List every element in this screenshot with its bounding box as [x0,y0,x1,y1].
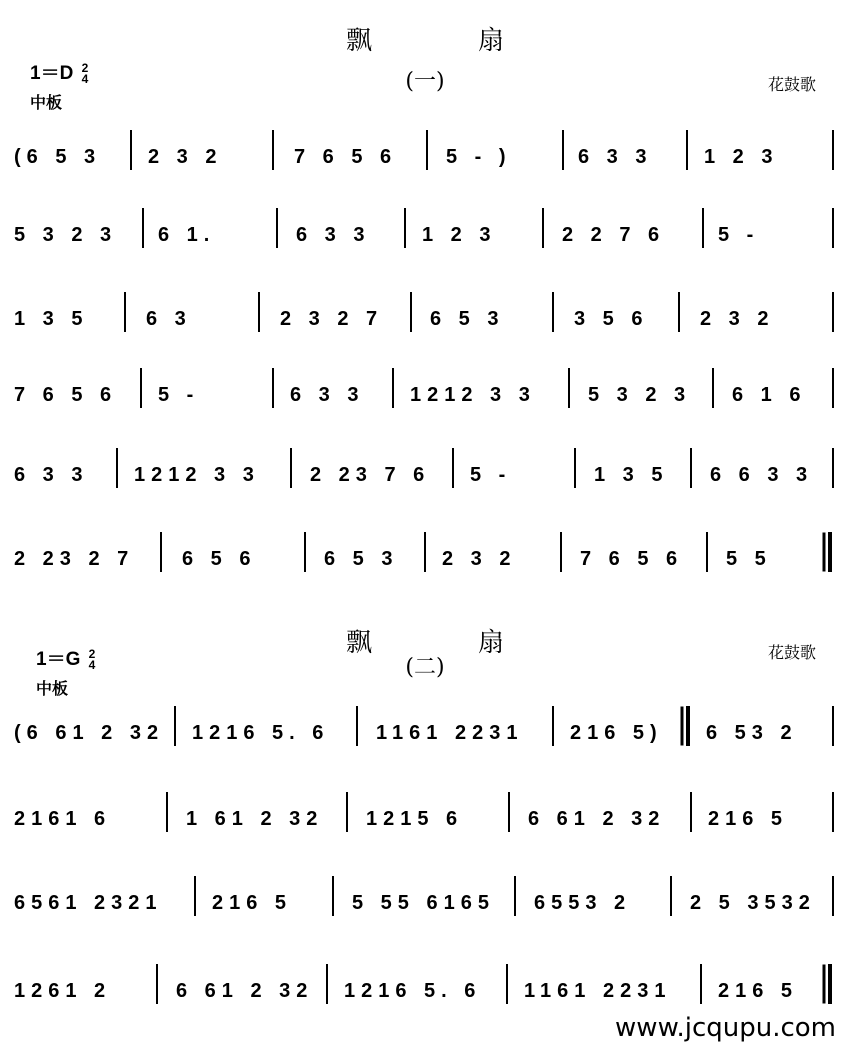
barline [568,368,570,408]
measure: 1215 6 [366,808,464,830]
measure: 1212 3 3 [134,464,260,486]
measure: (6 61 2 32 [14,722,165,744]
measure: 216 5 [708,808,789,830]
measure: 2 3 2 7 [280,308,384,330]
barline [410,292,412,332]
barline [832,706,834,746]
measure: 6 53 2 [706,722,798,744]
measure: 2 23 7 6 [310,464,431,486]
piece1-tempo: 中板 [30,95,63,112]
measure: 5 5 [726,548,772,570]
measure: 6 3 3 [578,146,653,168]
measure: 5 - [718,224,760,246]
barline [392,368,394,408]
barline [194,876,196,916]
measure: 6 5 3 [324,548,399,570]
barline [690,792,692,832]
time-bottom: 4 [81,71,89,86]
barline [166,792,168,832]
barline [552,706,554,746]
barline [124,292,126,332]
final-barline [828,532,832,572]
measure: 6 61 2 32 [176,980,314,1002]
barline [272,368,274,408]
piece2-time-signature [88,646,96,672]
barline [702,208,704,248]
barline [276,208,278,248]
measure: 3 5 6 [574,308,649,330]
measure: 2 2 7 6 [562,224,666,246]
watermark: www.jcqupu.com [615,1013,836,1043]
barline [116,448,118,488]
barline [332,876,334,916]
barline [508,792,510,832]
measure: 6 5 6 [182,548,257,570]
barline [542,208,544,248]
measure: 2 3 2 [442,548,517,570]
barline [832,208,834,248]
measure: 1 3 5 [14,308,89,330]
barline [426,130,428,170]
barline [832,368,834,408]
measure: 5 - ) [446,146,512,168]
time-top: 2 [81,60,89,75]
repeat-start-barline [686,706,690,746]
barline [452,448,454,488]
barline [712,368,714,408]
measure: 1216 5. 6 [344,980,482,1002]
piece2-title: 飘 扇 [345,628,544,658]
measure: 7 6 5 6 [14,384,118,406]
measure: 2161 6 [14,808,112,830]
piece1-time-signature [81,60,89,86]
measure: 7 6 5 6 [580,548,684,570]
piece1-key-text: 1＝D [30,63,74,84]
measure: 1 2 3 [422,224,497,246]
measure: 7 6 5 6 [294,146,398,168]
barline [424,532,426,572]
barline [506,964,508,1004]
piece1-genre: 花鼓歌 [768,77,817,94]
barline [356,706,358,746]
measure: 1 61 2 32 [186,808,324,830]
measure: (6 5 3 [14,146,102,168]
barline [678,292,680,332]
measure: 6 1. [158,224,216,246]
barline [346,792,348,832]
measure: 5 - [158,384,200,406]
time-bottom: 4 [88,657,96,672]
barline [304,532,306,572]
measure: 2 3 2 [700,308,775,330]
piece1-key [30,58,88,85]
measure: 6 1 6 [732,384,807,406]
piece2-subtitle: (二) [405,655,445,680]
measure: 6 5 3 [430,308,505,330]
measure: 216 5 [718,980,799,1002]
barline [156,964,158,1004]
piece2-genre: 花鼓歌 [768,645,817,662]
measure: 1161 2231 [524,980,672,1002]
barline [670,876,672,916]
barline [272,130,274,170]
measure: 6 3 3 [290,384,365,406]
measure: 216 5) [570,722,663,744]
measure: 6 3 3 [296,224,371,246]
measure: 6 3 3 [14,464,89,486]
barline [690,448,692,488]
barline [552,292,554,332]
barline [560,532,562,572]
piece2-tempo: 中板 [36,681,69,698]
barline [832,448,834,488]
barline [574,448,576,488]
measure: 1212 3 3 [410,384,536,406]
measure: 6553 2 [534,892,632,914]
measure: 6561 2321 [14,892,163,914]
barline [174,706,176,746]
repeat-end-barline [828,964,832,1004]
barline [142,208,144,248]
measure: 216 5 [212,892,293,914]
measure: 5 - [470,464,512,486]
measure: 5 55 6165 [352,892,495,914]
barline [140,368,142,408]
measure: 1 3 5 [594,464,669,486]
measure: 2 5 3532 [690,892,816,914]
barline [514,876,516,916]
barline [258,292,260,332]
measure: 1 2 3 [704,146,779,168]
barline [706,532,708,572]
piece1-title: 飘 扇 [345,26,544,56]
barline [832,292,834,332]
piece1-subtitle: (一) [405,69,445,94]
measure: 5 3 2 3 [14,224,118,246]
barline [160,532,162,572]
barline [832,792,834,832]
time-top: 2 [88,646,96,661]
barline [130,130,132,170]
barline [832,130,834,170]
barline [326,964,328,1004]
measure: 6 6 3 3 [710,464,814,486]
measure: 5 3 2 3 [588,384,692,406]
measure: 1161 2231 [376,722,524,744]
barline [686,130,688,170]
barline [700,964,702,1004]
barline [832,876,834,916]
measure: 6 3 [146,308,192,330]
barline [404,208,406,248]
measure: 1261 2 [14,980,112,1002]
barline [290,448,292,488]
piece2-key [36,644,95,671]
measure: 2 3 2 [148,146,223,168]
barline [562,130,564,170]
measure: 2 23 2 7 [14,548,135,570]
piece2-key-text: 1＝G [36,649,81,670]
measure: 6 61 2 32 [528,808,666,830]
measure: 1216 5. 6 [192,722,330,744]
